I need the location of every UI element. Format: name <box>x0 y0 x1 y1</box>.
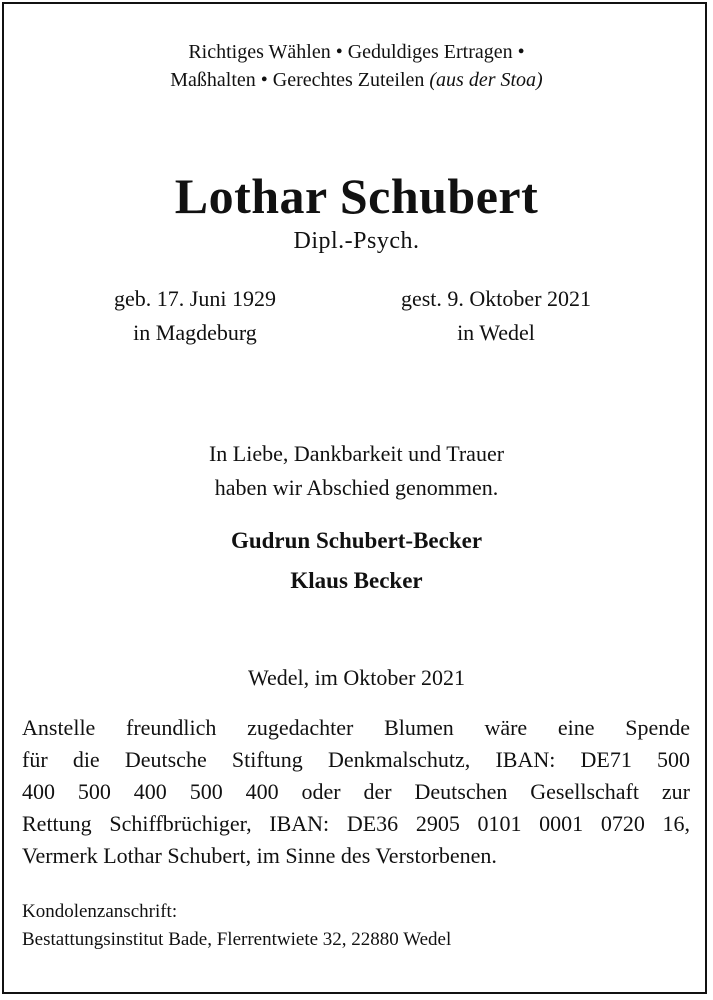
death-place: in Wedel <box>457 320 535 345</box>
birth-block <box>85 282 305 350</box>
death-block <box>370 282 622 350</box>
deceased-title: Dipl.-Psych. <box>293 228 420 254</box>
birth-date: geb. 17. Juni 1929 <box>114 286 276 311</box>
motto-block <box>0 38 713 94</box>
condolence-label: Kondolenzanschrift: <box>22 901 178 922</box>
donation-line: Rettung Schiffbrüchiger, IBAN: DE36 2905 0101 0001 0720 16, <box>22 811 690 836</box>
motto-line-2-text: Maßhalten • Gerechtes Zuteilen <box>170 69 430 91</box>
birth-place: in Magdeburg <box>133 320 257 345</box>
place-date: Wedel, im Oktober 2021 <box>248 665 465 690</box>
death-date: gest. 9. Oktober 2021 <box>400 286 592 311</box>
condolence-address-block <box>22 898 451 954</box>
farewell-text <box>0 437 713 505</box>
farewell-line-1: In Liebe, Dankbarkeit und Trauer <box>208 441 505 466</box>
mourner-name: Gudrun Schubert-Becker <box>230 528 483 553</box>
motto-source: (aus der Stoa) <box>429 69 543 91</box>
deceased-name: Lothar Schubert <box>174 168 539 224</box>
donation-line: für die Deutsche Stiftung Denkmalschutz, IBAN: DE71 500 <box>22 747 690 772</box>
donation-line: 400 500 400 500 400 oder der Deutschen Gesellschaft zur <box>22 779 690 804</box>
mourners-list <box>0 521 713 601</box>
donation-line: Anstelle freundlich zugedachter Blumen wäre eine Spende <box>22 715 690 740</box>
donation-line: Vermerk Lothar Schubert, im Sinne des Verstorbenen. <box>22 843 497 868</box>
farewell-line-2: haben wir Abschied genommen. <box>214 475 499 500</box>
donation-request <box>22 712 690 872</box>
motto-line-1: Richtiges Wählen • Geduldiges Ertragen • <box>188 41 525 63</box>
motto-line-2 <box>0 66 713 94</box>
mourner-name: Klaus Becker <box>290 568 423 593</box>
condolence-address: Bestattungsinstitut Bade, Flerrentwiete 32, 22880 Wedel <box>22 929 452 950</box>
